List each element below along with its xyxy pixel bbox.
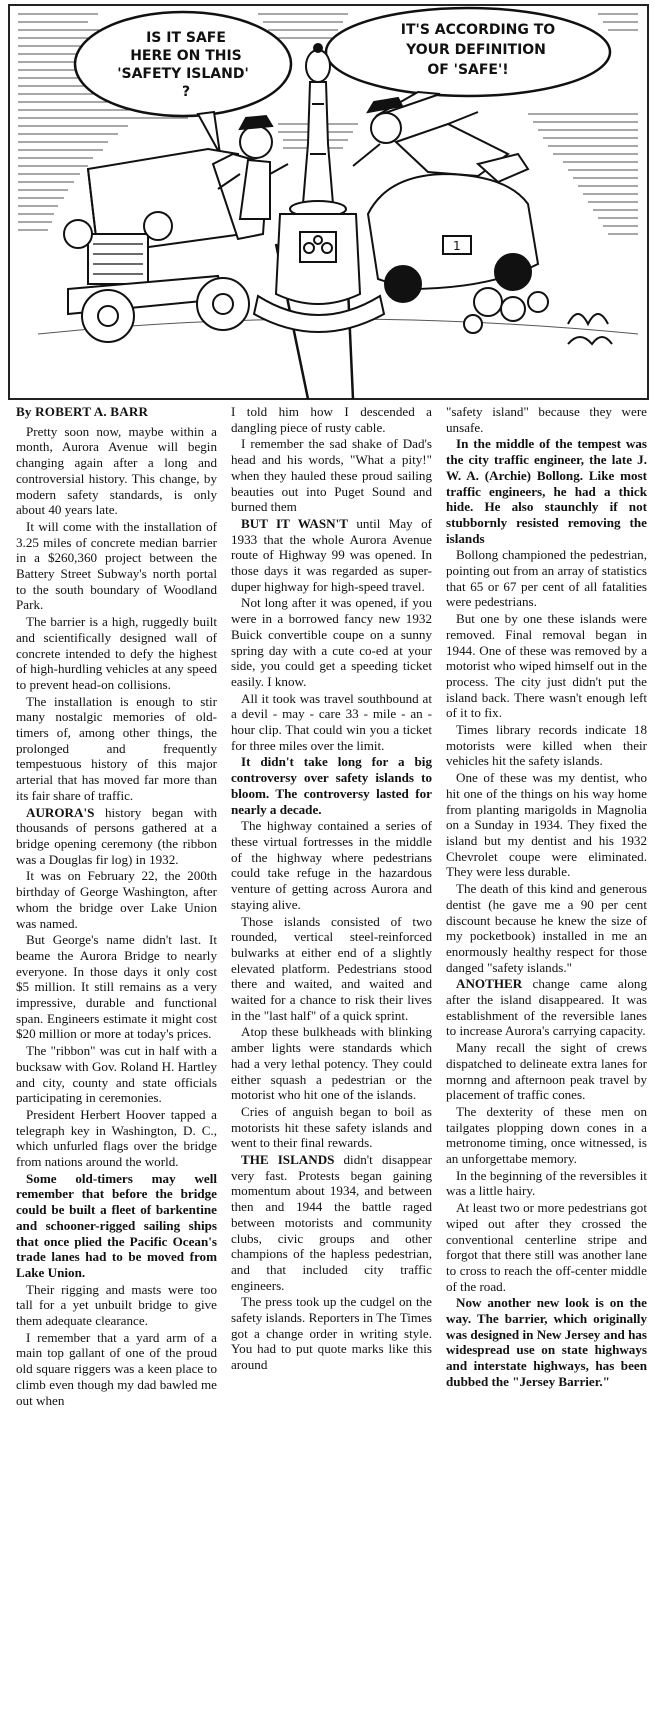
paragraph-text: It will come with the installation of 3.25 miles of concrete median barrier in a $260,360 project between the Battery Street Subway's north portal to the south boundary of Woodland Park. bbox=[16, 518, 217, 613]
paragraph-text: All it took was travel southbound at a devil - may - care 33 - mile - an - hour clip. That could win you a ticket for three miles over the limit. bbox=[231, 690, 432, 753]
article-paragraph bbox=[446, 770, 647, 880]
paragraph-text: I told him how I descended a dangling piece of rusty cable. bbox=[231, 404, 432, 435]
article-column-1 bbox=[16, 404, 217, 1726]
article-paragraph bbox=[16, 614, 217, 693]
article-paragraph bbox=[16, 1043, 217, 1106]
paragraph-text: Many recall the sight of crews dispatched to delineate extra lanes for mornng and afternoon peak travel by placement of traffic cones. bbox=[446, 1040, 647, 1103]
article-paragraph bbox=[231, 1294, 432, 1373]
article-paragraph bbox=[446, 611, 647, 721]
paragraph-text: At least two or more pedestrians got wiped out after they crossed the conventional centerline stripe and forgot that there still was another lane to cross to reach the off-center middle of the road. bbox=[446, 1200, 647, 1294]
section-lead-in: ANOTHER bbox=[456, 976, 523, 992]
paragraph-text: I remember the sad shake of Dad's head and his words, "What a pity!" when they hauled these proud sailing beauties out into Puget Sound and burned them bbox=[231, 436, 432, 515]
article-paragraph bbox=[16, 694, 217, 804]
article-paragraph bbox=[231, 914, 432, 1024]
article-paragraph bbox=[16, 424, 217, 518]
paragraph-text: One of these was my dentist, who hit one of the things on his way home from planting marigolds in Magnolia on a Sunday in 1934. They fixed the island but my dentist and his 1932 Chevrolet coupe were eliminated. They were less durable. bbox=[446, 770, 647, 880]
paragraph-text: It didn't take long for a big controversy over safety islands to bloom. The controversy lasted for nearly a decade. bbox=[231, 754, 432, 817]
article-columns bbox=[16, 404, 648, 1726]
paragraph-text: Their rigging and masts were too tall for a yet unbuilt bridge to give them adequate clearance. bbox=[16, 1281, 217, 1329]
paragraph-text: In the middle of the tempest was the city traffic engineer, the late J. W. A. (Archie) Bollong. Like most traffic engineers, he had a thick hide. He also staunchly if not stubbornly resisted removing the islands bbox=[446, 436, 647, 546]
article-paragraph bbox=[446, 722, 647, 769]
article-paragraph bbox=[231, 691, 432, 754]
paragraph-text: change came along after the island disappeared. It was establishment of the reversible lanes to increase Aurora's carrying capacity. bbox=[446, 976, 647, 1039]
paragraph-text: The death of this kind and generous dentist (he gave me a 90 per cent discount because he knew the size of my pocketbook) installed in me an enormously healthy respect for those danged "safety islands." bbox=[446, 881, 647, 975]
article-column-2 bbox=[231, 404, 432, 1726]
article-paragraph bbox=[16, 1107, 217, 1170]
paragraph-text: But one by one these islands were removed. Final removal began in 1944. One of these was removed by a motorist who wiped himself out in the process. The city just didn't put the island back. There wasn't enough left of it to fix. bbox=[446, 611, 647, 721]
article-paragraph bbox=[231, 818, 432, 912]
section-lead-in: BUT IT WASN'T bbox=[241, 515, 348, 531]
article-paragraph bbox=[231, 595, 432, 689]
article-paragraph bbox=[16, 805, 217, 868]
article-paragraph bbox=[231, 404, 432, 435]
paragraph-text: I remember that a yard arm of a main top gallant of one of the proud old square riggers was a keen place to climb even though my dad bawled me out when bbox=[16, 1329, 217, 1408]
left-bubble-line-3: 'SAFETY ISLAND' bbox=[117, 66, 249, 82]
byline: By ROBERT A. BARR bbox=[16, 404, 149, 419]
paragraph-text: Some old-timers may well remember that before the bridge could be built a fleet of barkentine and schooner-rigged sailing ships that once plied the Pacific Ocean's trade lanes had to be moved from Lake Union. bbox=[16, 1170, 217, 1280]
article-paragraph bbox=[231, 1152, 432, 1293]
paragraph-text: Now another new look is on the way. The barrier, which originally was designed in New Jersey and has widespread use on state highways and interstate highways, has been dubbed the "Jersey Barrier." bbox=[446, 1295, 647, 1389]
right-bubble-line-3: OF 'SAFE'! bbox=[427, 62, 509, 78]
article-paragraph bbox=[446, 547, 647, 610]
article-paragraph bbox=[231, 1104, 432, 1151]
article-paragraph bbox=[231, 754, 432, 817]
paragraph-text: The highway contained a series of these virtual fortresses in the middle of the highway where pedestrians could take refuge in the hazardous venture of getting across Aurora and staying alive. bbox=[231, 818, 432, 912]
paragraph-text: "safety island" because they were unsafe. bbox=[446, 404, 647, 435]
paragraph-text: In the beginning of the reversibles it was a little hairy. bbox=[446, 1167, 647, 1199]
paragraph-text: until May of 1933 that the whole Aurora Avenue route of Highway 99 was opened. In those days it was regarded as super-duper highway for high-speed travel. bbox=[231, 515, 432, 594]
paragraph-text: didn't disappear very fast. Protests began gaining momentum about 1934, and between then and 1944 the battle raged between motorists and community clubs, civic groups and other champions of the hapless pedestrian, and that included city traffic engineers. bbox=[231, 1152, 432, 1293]
article-paragraph bbox=[446, 1104, 647, 1167]
editorial-cartoon bbox=[8, 4, 649, 400]
article-paragraph bbox=[16, 1282, 217, 1329]
paragraph-text: history began with thousands of persons gathered at a bridge opening ceremony (the ribbon was a Douglas fir log) in 1932. bbox=[16, 804, 217, 867]
left-bubble-line-1: IS IT SAFE bbox=[146, 30, 226, 46]
article-paragraph bbox=[446, 1200, 647, 1294]
article-paragraph bbox=[446, 436, 647, 546]
paragraph-text: The installation is enough to stir many nostalgic memories of old-timers of, among other things, the prolonged and frequently tempestuous history of this major arterial that has moved far more than its fair share of traffic. bbox=[16, 693, 217, 803]
left-bubble-line-4: ? bbox=[181, 84, 191, 100]
paragraph-text: President Herbert Hoover tapped a telegraph key in Washington, D. C., which unfurled flags over the bridge from nations around the world. bbox=[16, 1106, 217, 1170]
right-bubble-line-1: IT'S ACCORDING TO bbox=[400, 22, 556, 38]
section-lead-in: THE ISLANDS bbox=[241, 1152, 335, 1168]
paragraph-text: But George's name didn't last. It beame the Aurora Bridge to nearly everyone. In those days it only cost $5 million. It still remains as a very impressive, durable and functional span. Engineers estimate it might cost $20 million or more at today's prices. bbox=[16, 932, 217, 1042]
article-paragraph bbox=[446, 404, 647, 435]
article-paragraph bbox=[16, 868, 217, 931]
paragraph-text: Cries of anguish began to boil as motorists hit these safety islands and went to their final rewards. bbox=[231, 1103, 432, 1151]
paragraph-text: The barrier is a high, ruggedly built and scientifically designed wall of concrete intended to defy the highest of high-hurdling vehicles at any speed to prevent head-on collisions. bbox=[16, 614, 217, 692]
paragraph-text: Times library records indicate 18 motorists were killed when their vehicles hit the safety islands. bbox=[446, 722, 647, 769]
article-paragraph bbox=[446, 1040, 647, 1103]
paragraph-text: Not long after it was opened, if you were in a borrowed fancy new 1932 Buick convertible coupe on a sunny spring day with a cute co-ed at your side, you could get a speeding ticket easily. I know. bbox=[231, 595, 432, 689]
paragraph-text: It was on February 22, the 200th birthday of George Washington, after whom the bridge over Lake Union was named. bbox=[16, 868, 217, 931]
right-bubble-line-2: YOUR DEFINITION bbox=[406, 42, 546, 58]
article-paragraph bbox=[446, 1295, 647, 1389]
paragraph-text: Pretty soon now, maybe within a month, Aurora Avenue will begin changing again after a long and controversial history. This change, by modern safety standards, is only about 40 years late. bbox=[16, 423, 217, 518]
article-paragraph bbox=[16, 932, 217, 1042]
article-paragraph bbox=[231, 1024, 432, 1103]
paragraph-text: Those islands consisted of two rounded, vertical steel-reinforced bulwarks at either end of a slightly elevated platform. Pedestrians stood there and waited, and waited and waited for a chance to risk their lives in the "last half" of a quick sprint. bbox=[231, 913, 432, 1023]
article-paragraph bbox=[16, 1171, 217, 1281]
paragraph-text: The press took up the cudgel on the safety islands. Reporters in The Times got a change order in writing style. You had to put quote marks like this around bbox=[231, 1294, 432, 1373]
article-paragraph bbox=[446, 881, 647, 975]
paragraph-text: The dexterity of these men on tailgates plopping down cones in a metronome timing, once witnessed, is an unforgettabe memory. bbox=[446, 1103, 647, 1167]
article-paragraph bbox=[231, 436, 432, 515]
article-paragraph bbox=[446, 976, 647, 1039]
article-column-3 bbox=[446, 404, 647, 1726]
svg-text:1: 1 bbox=[453, 239, 461, 253]
paragraph-text: The "ribbon" was cut in half with a bucksaw with Gov. Roland H. Hartley and city, county and state officials participating in ceremonies. bbox=[16, 1043, 217, 1106]
article-paragraph bbox=[16, 1330, 217, 1409]
section-lead-in: AURORA'S bbox=[26, 804, 95, 820]
article-paragraph bbox=[231, 516, 432, 595]
paragraph-text: Atop these bulkheads with blinking amber lights were standards which had a very lethal potency. They could either squash a pedestrian or the motorist who hit one of the islands. bbox=[231, 1024, 432, 1103]
paragraph-text: Bollong championed the pedestrian, pointing out from an array of statistics that 65 or 67 per cent of all fatalities were pedestrians. bbox=[446, 547, 647, 610]
article-paragraph bbox=[446, 1168, 647, 1199]
left-bubble-line-2: HERE ON THIS bbox=[130, 48, 242, 64]
article-paragraph bbox=[16, 519, 217, 613]
